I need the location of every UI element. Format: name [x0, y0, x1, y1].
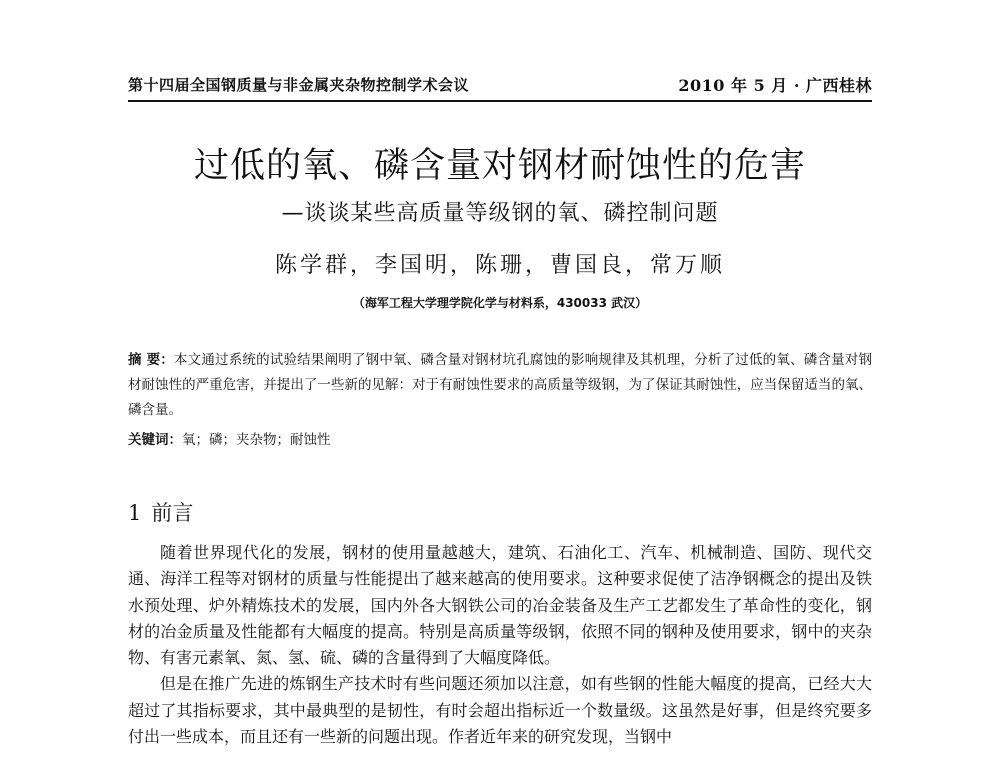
section-number: 1: [128, 501, 142, 525]
body-paragraph: 随着世界现代化的发展，钢材的使用量越越大，建筑、石油化工、汽车、机械制造、国防、现代交通、海洋工程等对钢材的质量与性能提出了越来越高的使用要求。这种要求促使了洁净钢概念的提出及铁水预处理、炉外精炼技术的发展，国内外各大钢铁公司的冶金装备及生产工艺都发生了革命性的变化，钢材的冶金质量及性能都有大幅度的提高。特别是高质量等级钢，依照不同的钢种及使用要求，钢中的夹杂物、有害元素氧、氮、氢、硫、磷的含量得到了大幅度降低。: [128, 543, 872, 668]
section-body: [128, 540, 872, 750]
abstract-text: 本文通过系统的试验结果阐明了钢中氧、磷含量对钢材坑孔腐蚀的影响规律及其机理，分析了过低的氧、磷含量对钢材耐蚀性的严重危害，并提出了一些新的见解：对于有耐蚀性要求的高质量等级钢，为了保证其耐蚀性，应当保留适当的氧、磷含量。: [128, 352, 873, 418]
section-heading: [128, 497, 193, 527]
abstract: [128, 348, 872, 423]
body-paragraph: 但是在推广先进的炼钢生产技术时有些问题还须加以注意，如有些钢的性能大幅度的提高，已经大大超过了其指标要求，其中最典型的是韧性，有时会超出指标近一个数量级。这虽然是好事，但是终究要多付出一些成本，而且还有一些新的问题出现。作者近年来的研究发现，当钢中: [128, 674, 872, 747]
affiliation: （海军工程大学理学院化学与材料系，430033 武汉）: [352, 296, 648, 310]
running-header: [128, 74, 872, 102]
abstract-label: 摘 要：: [128, 352, 174, 368]
paper-title: 过低的氧、磷含量对钢材耐蚀性的危害: [193, 146, 806, 186]
paper-subtitle: —谈谈某些高质量等级钢的氧、磷控制问题: [281, 201, 719, 226]
date-location: 2010 年 5 月 · 广西桂林: [678, 76, 872, 95]
author-list: 陈学群，李国明，陈珊，曹国良，常万顺: [274, 253, 725, 278]
keywords-label: 关键词：: [128, 432, 182, 448]
section-title: 前言: [151, 501, 194, 525]
keywords: [128, 428, 872, 448]
conference-name: 第十四届全国钢质量与非金属夹杂物控制学术会议: [128, 76, 470, 94]
keywords-text: 氧；磷；夹杂物；耐蚀性: [182, 432, 331, 448]
